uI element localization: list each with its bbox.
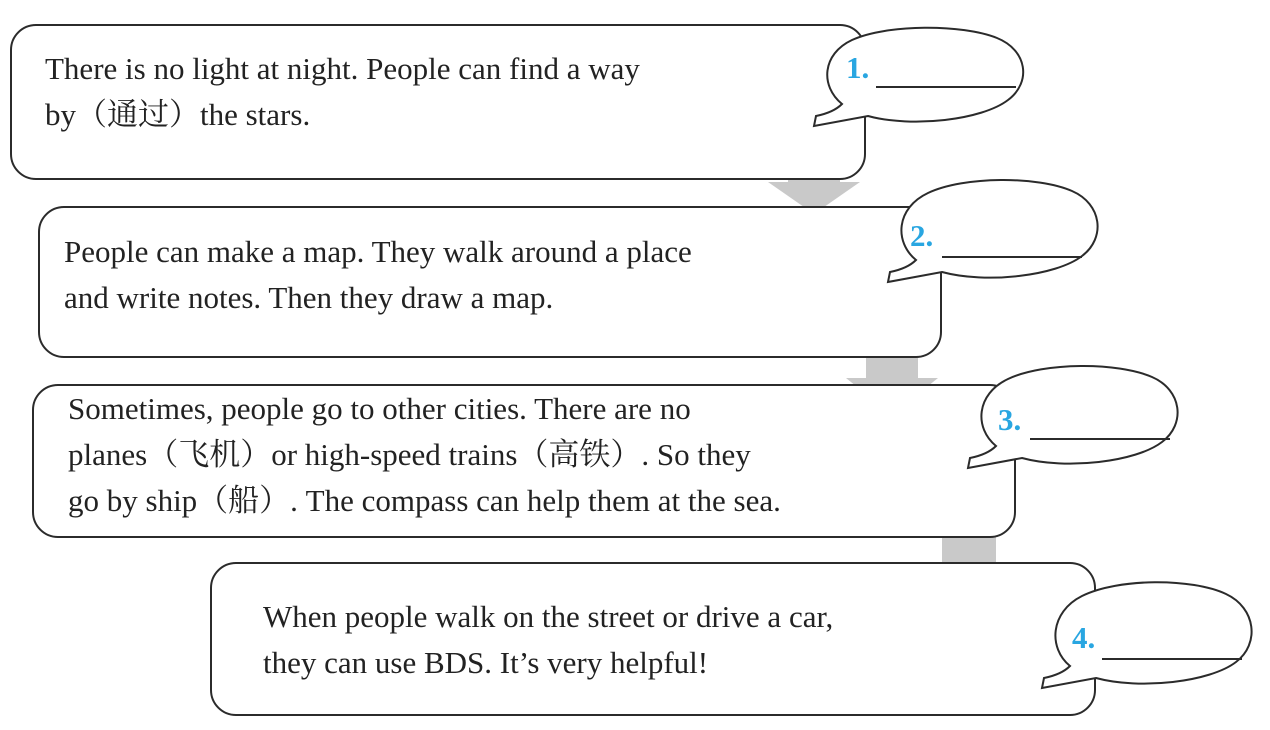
answer-blank-2[interactable] — [942, 256, 1082, 258]
text-line: they can use BDS. It’s very helpful! — [263, 645, 709, 680]
step-1-text — [45, 46, 640, 138]
text-line: Sometimes, people go to other cities. There are no — [68, 391, 691, 426]
step-3-text — [68, 386, 781, 524]
step-2-text — [64, 229, 692, 321]
text-line: go by ship（船）. The compass can help them at the sea. — [68, 483, 781, 518]
text-line: planes（飞机）or high-speed trains（高铁）. So they — [68, 437, 751, 472]
text-line: by（通过）the stars. — [45, 97, 311, 132]
text-line: When people walk on the street or drive a car, — [263, 599, 834, 634]
answer-blank-4[interactable] — [1102, 658, 1242, 660]
answer-blank-3[interactable] — [1030, 438, 1170, 440]
text-line: and write notes. Then they draw a map. — [64, 280, 554, 315]
answer-blank-1[interactable] — [876, 86, 1016, 88]
answer-number-3: 3. — [998, 402, 1022, 437]
text-line: There is no light at night. People can find a way — [45, 51, 640, 86]
answer-number-4: 4. — [1072, 620, 1096, 655]
answer-number-1: 1. — [846, 50, 870, 85]
answer-number-2: 2. — [910, 218, 934, 253]
text-line: People can make a map. They walk around a place — [64, 234, 692, 269]
step-4-text — [263, 594, 833, 686]
